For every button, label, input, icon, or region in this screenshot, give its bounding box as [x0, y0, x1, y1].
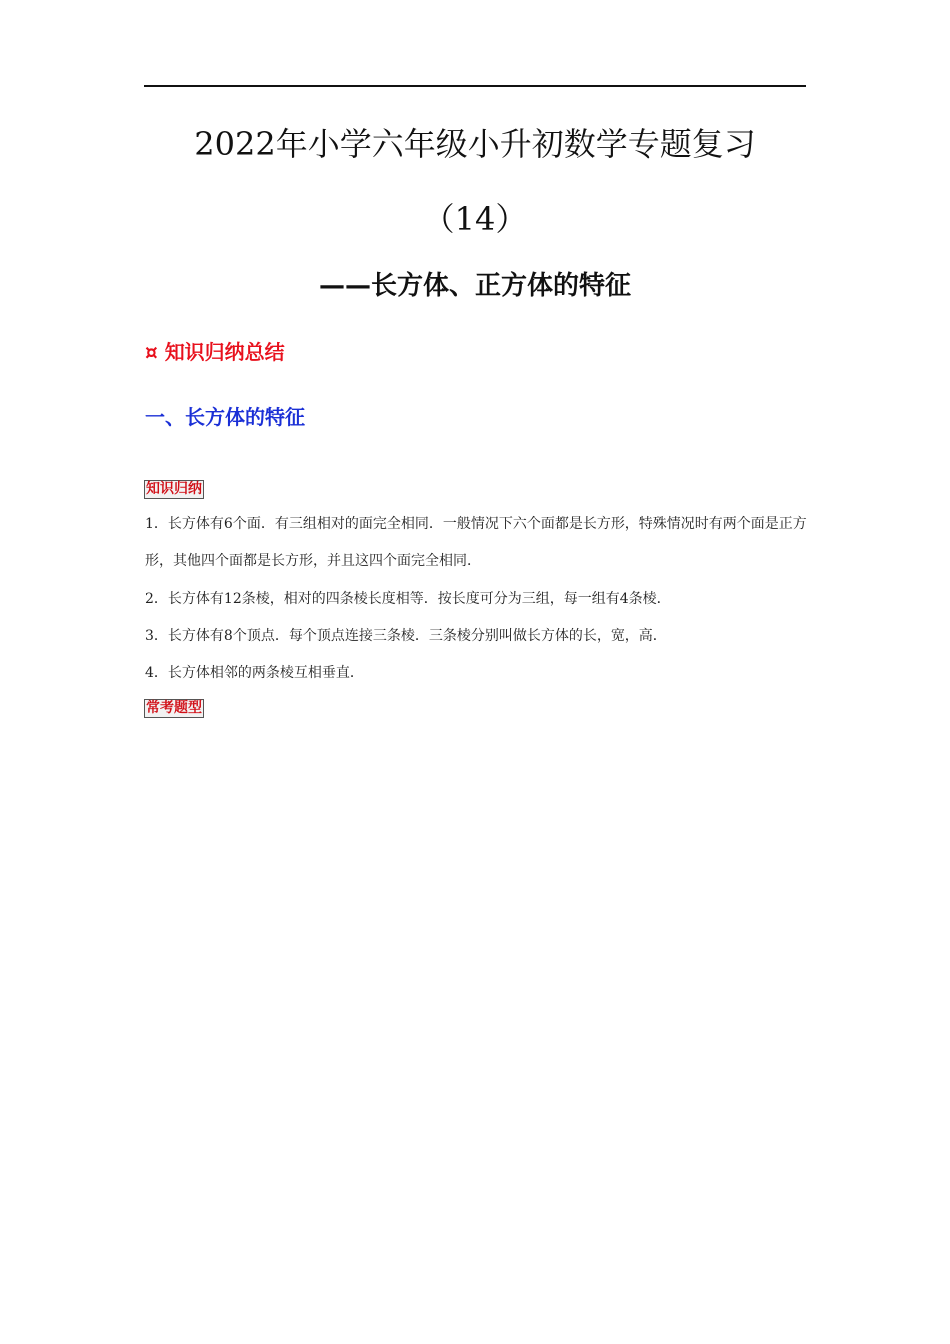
common-exam-questions-tag: 常考题型 — [146, 700, 202, 716]
title-number: （14） — [422, 200, 528, 238]
top-rule — [144, 85, 806, 87]
point-2: 2．长方体有12条棱，相对的四条棱长度相等．按长度可分为三组，每一组有4条棱． — [145, 591, 671, 607]
knowledge-summary-tag: 知识归纳 — [146, 481, 202, 497]
subheading-cuboid-features: 一、长方体的特征 — [145, 405, 305, 429]
section-heading: ¤ 知识归纳总结 — [145, 340, 285, 364]
point-1: 1．长方体有6个面．有三组相对的面完全相同．一般情况下六个面都是长方形，特殊情况时有两个面是正方形，其他四个面都是长方形，并且这四个面完全相同． — [145, 516, 807, 569]
page-title: 2022年小学六年级小升初数学专题复习 — [194, 125, 756, 163]
page-subtitle: ——长方体、正方体的特征 — [318, 271, 631, 301]
point-4: 4．长方体相邻的两条棱互相垂直． — [145, 665, 364, 681]
point-3: 3．长方体有8个顶点．每个顶点连接三条棱．三条棱分别叫做长方体的长，宽，高． — [145, 628, 667, 644]
